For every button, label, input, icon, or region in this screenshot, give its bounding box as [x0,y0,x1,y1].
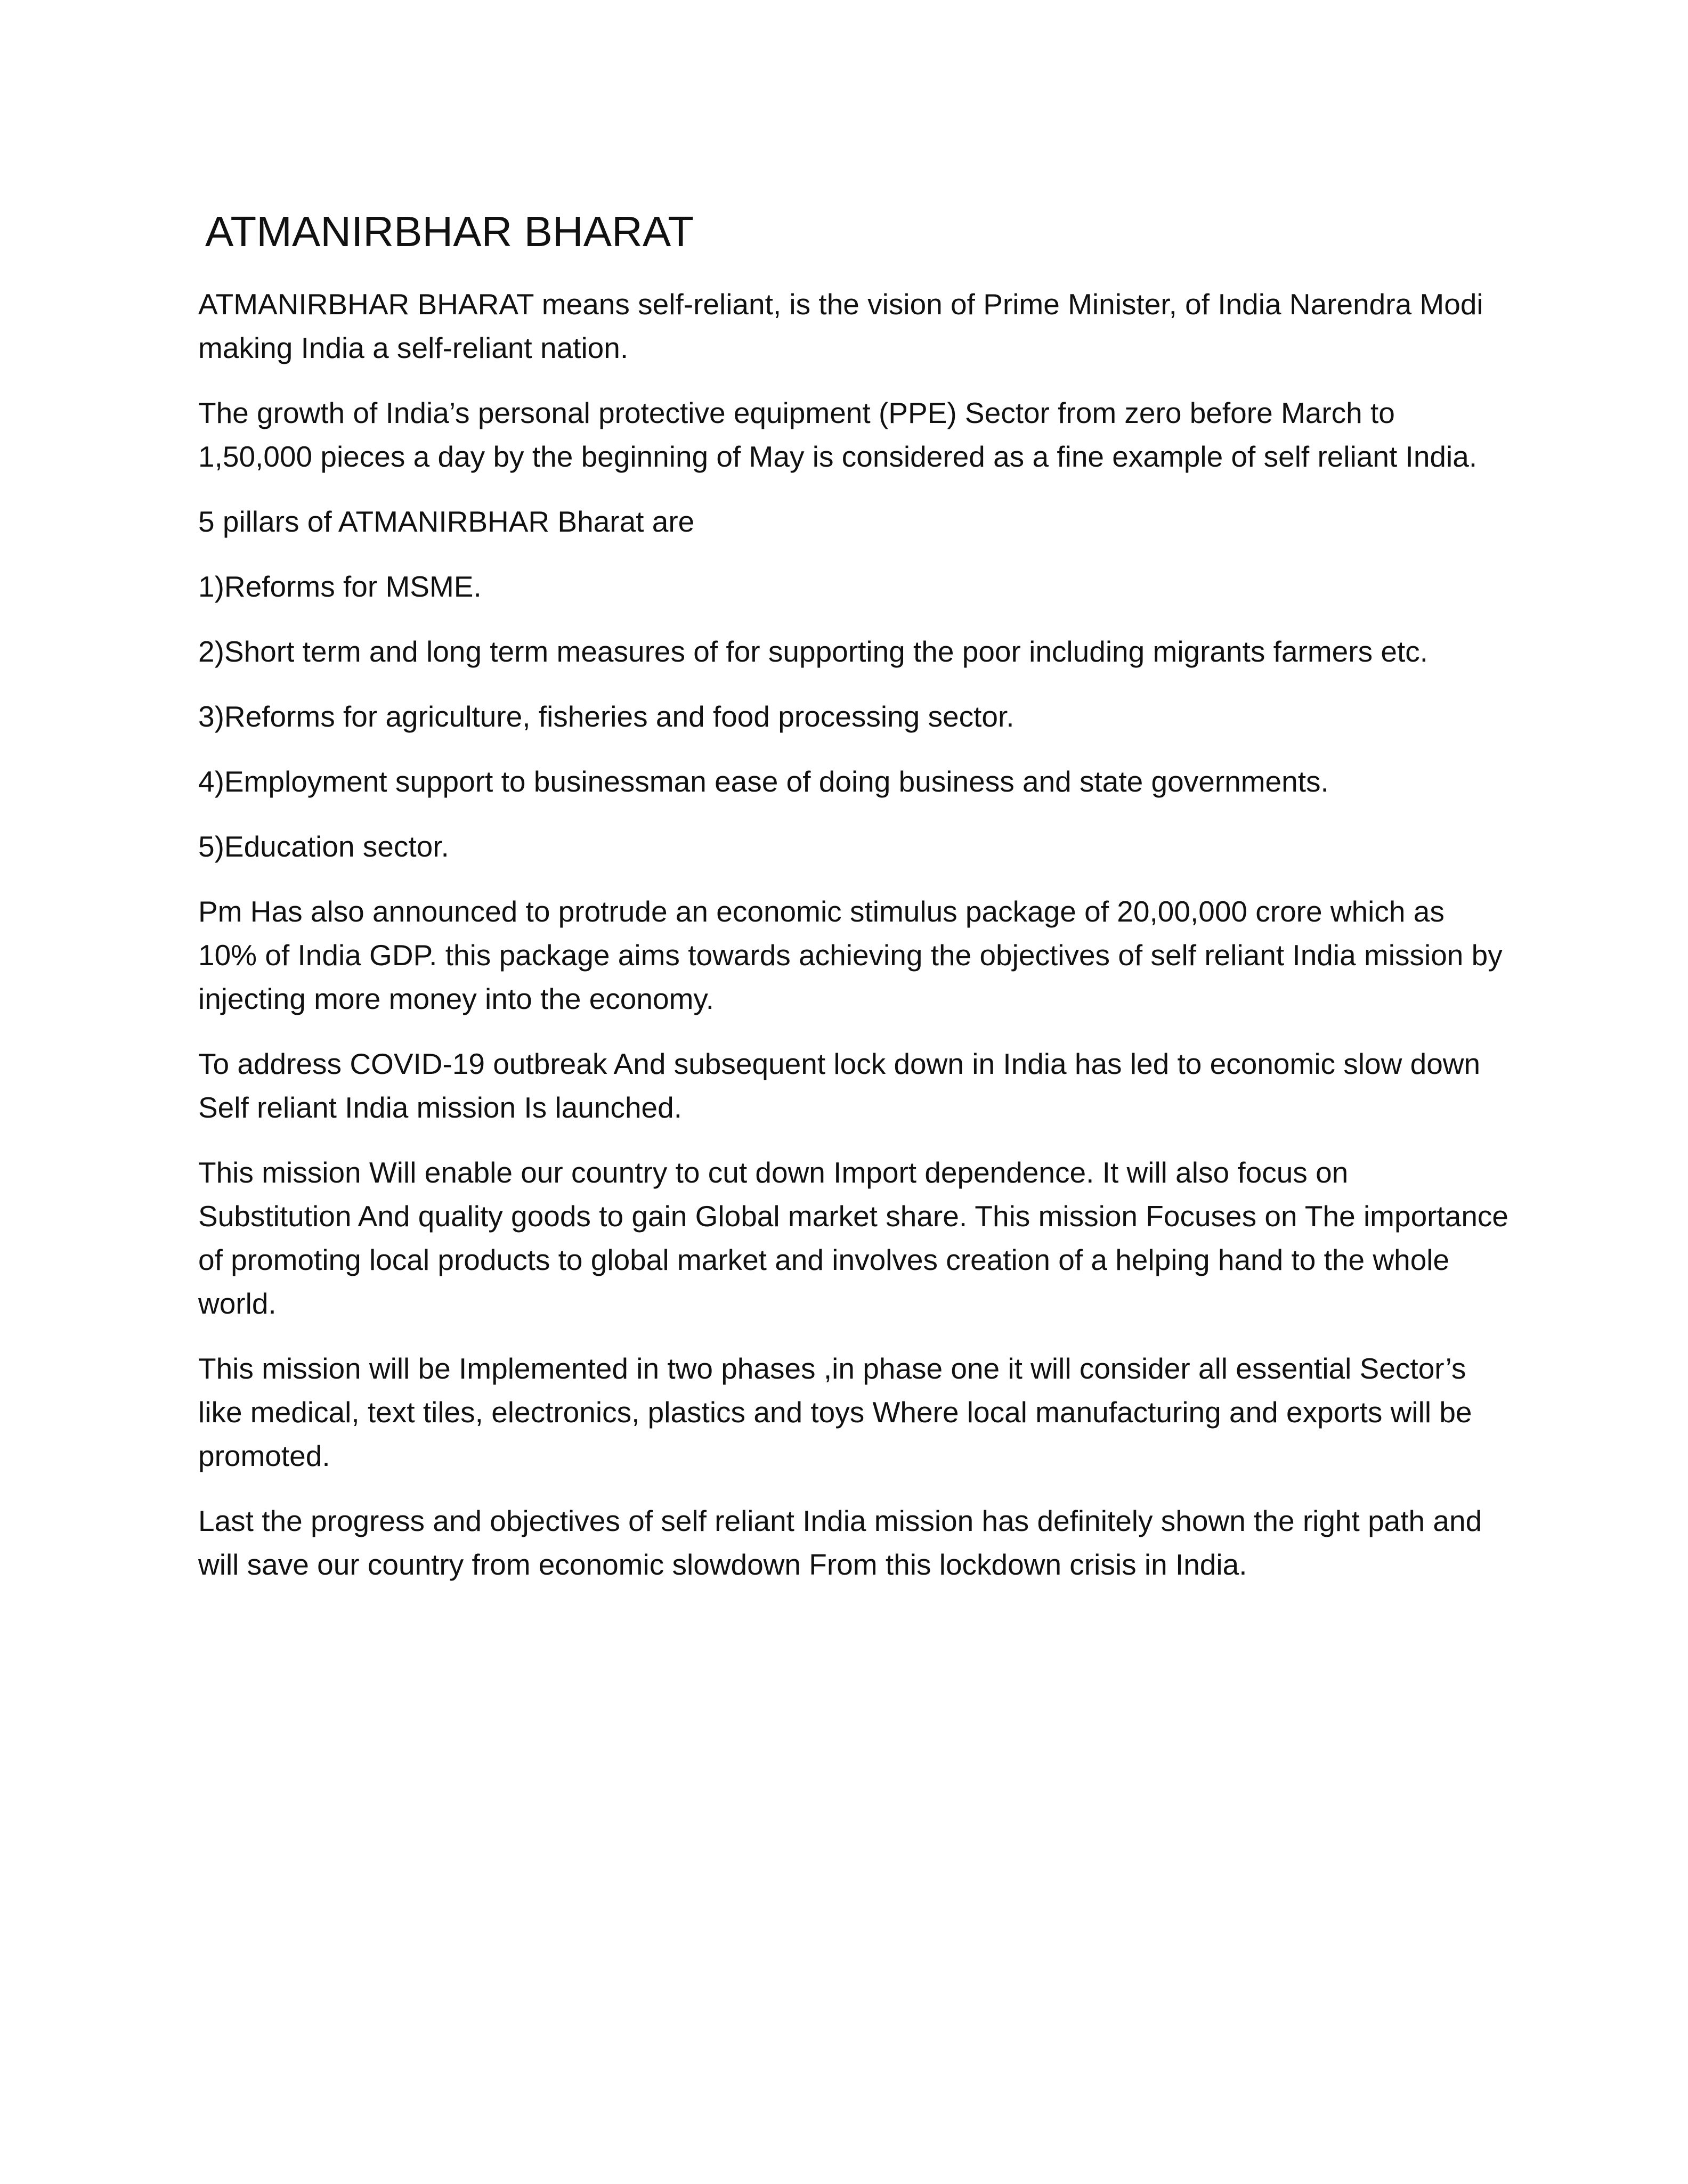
phases-paragraph: This mission will be Implemented in two phases ,in phase one it will consider all essential Sector’s like medical, text tiles, electronics, plastics and toys Where local manufacturing and exports will be promoted. [198,1352,1472,1472]
pillars-heading: 5 pillars of ATMANIRBHAR Bharat are [198,505,695,538]
pillars-list [198,565,1509,868]
list-item: 3)Reforms for agriculture, fisheries and food processing sector. [198,700,1015,733]
document-body [198,282,1509,1608]
list-item: 2)Short term and long term measures of for supporting the poor including migrants farmers etc. [198,635,1429,668]
covid-paragraph: To address COVID-19 outbreak And subsequent lock down in India has led to economic slow down Self reliant India mission Is launched. [198,1047,1481,1124]
document-title: ATMANIRBHAR BHARAT [205,208,694,255]
intro-paragraph: ATMANIRBHAR BHARAT means self-reliant, is the vision of Prime Minister, of India Narendra Modi making India a self-reliant nation. [198,288,1483,364]
stimulus-paragraph: Pm Has also announced to protrude an economic stimulus package of 20,00,000 crore which as 10% of India GDP. this package aims towards achieving the objectives of self reliant India mission by injecting more money into the economy. [198,895,1503,1015]
conclusion-paragraph: Last the progress and objectives of self reliant India mission has definitely shown the right path and will save our country from economic slowdown From this lockdown crisis in India. [198,1504,1482,1581]
list-item: 5)Education sector. [198,830,449,863]
list-item: 1)Reforms for MSME. [198,570,482,603]
list-item: 4)Employment support to businessman ease of doing business and state governments. [198,765,1329,798]
ppe-paragraph: The growth of India’s personal protective equipment (PPE) Sector from zero before March to 1,50,000 pieces a day by the beginning of May is considered as a fine example of self reliant India. [198,396,1478,473]
import-paragraph: This mission Will enable our country to cut down Import dependence. It will also focus on Substitution And quality goods to gain Global market share. This mission Focuses on The importance of promoting local products to global market and involves creation of a helping hand to the whole world. [198,1156,1509,1320]
